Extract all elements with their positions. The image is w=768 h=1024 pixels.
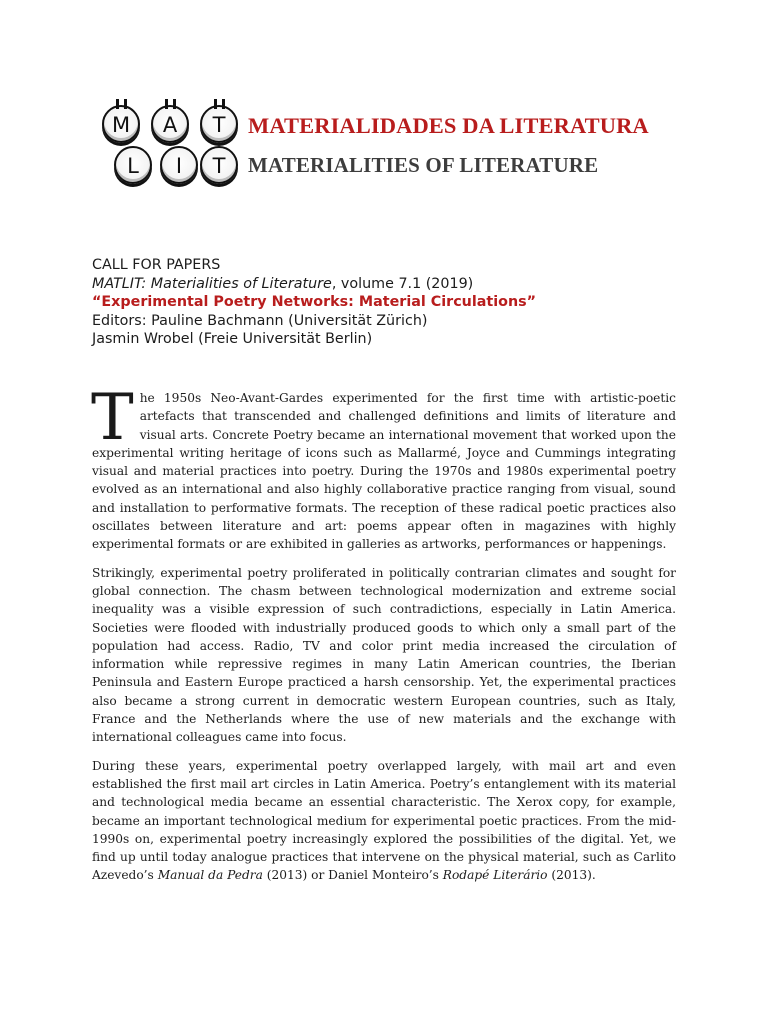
call-for-papers-block: [92, 256, 692, 349]
journal-title-portuguese: MATERIALIDADES DA LITERATURA: [248, 113, 649, 138]
cfp-heading: CALL FOR PAPERS: [92, 257, 221, 273]
paragraph-3-text-c: (2013).: [547, 868, 596, 883]
paragraph-3-text-a: During these years, experimental poetry overlapped largely, with mail art and even established the first mail art circles in Latin America. Poetry’s entanglement with its material and technological media became an essential characteristic. The Xerox copy, for example, became an important technological medium for experimental poetic practices. From the mid-1990s on, experimental poetry increasingly explored the possibilities of the digital. Yet, we find up until today analogue practices that intervene on the physical material, such as Carlito Azevedo’s: [92, 758, 676, 883]
logo-key-l: L: [114, 146, 152, 184]
volume-info: , volume 7.1 (2019): [331, 275, 474, 292]
logo-key-t: T: [200, 105, 238, 143]
paragraph-1-text: he 1950s Neo-Avant-Gardes experimented for the first time with artistic-poetic artefacts that transcended and challenged definitions and limits of literature and visual arts. Concrete Poetry became an international movement that worked upon the experimental writing heritage of icons such as Mallarmé, Joyce and Cummings integrating visual and material practices into poetry. During the 1970s and 1980s experimental poetry evolved as an international and also highly collaborative practice ranging from visual, sound and installation to performative formats. The reception of these radical poetic practices also oscillates between literature and art: poems appear often in magazines with highly experimental formats or are exhibited in galleries as artworks, performances or happenings.: [92, 391, 676, 552]
issue-title: “Experimental Poetry Networks: Material Circulations”: [92, 294, 537, 310]
logo-key-m: M: [102, 105, 140, 143]
editors-line-1: Editors: Pauline Bachmann (Universität Zürich): [92, 312, 428, 329]
work-title-rodape-literario: Rodapé Literário: [442, 868, 548, 883]
drop-cap: T: [91, 381, 134, 455]
editors-line-2: Jasmin Wrobel (Freie Universität Berlin): [92, 331, 373, 347]
paragraph-2: Strikingly, experimental poetry proliferated in politically contrarian climates and sought for global connection. The chasm between technological modernization and extreme social inequality was a visible expression of such contradictions, especially in Latin America. Societies were flooded with industrially produced goods to which only a small part of the population had access. Radio, TV and color print media increased the circulation of information while repressive regimes in many Latin American countries, the Iberian Peninsula and Eastern Europe practiced a harsh censorship. Yet, the experimental practices also became a strong current in democratic western European countries, such as Italy, France and the Netherlands where the use of new materials and the exchange with international colleagues came into focus.: [92, 565, 676, 745]
body-text: [91, 381, 676, 895]
journal-name: MATLIT: Materialities of Literature: [92, 275, 332, 292]
journal-title-english: MATERIALITIES OF LITERATURE: [248, 153, 599, 177]
work-title-manual-da-pedra: Manual da Pedra: [157, 868, 263, 883]
paragraph-1: [91, 381, 676, 554]
paragraph-3: [92, 757, 676, 885]
logo-key-t2: T: [200, 146, 238, 184]
journal-volume-line: [92, 275, 692, 294]
matlit-logo: [100, 95, 240, 187]
logo-key-a: A: [151, 105, 189, 143]
logo-key-i: I: [160, 146, 198, 184]
paragraph-3-text-b: (2013) or Daniel Monteiro’s: [262, 868, 443, 883]
